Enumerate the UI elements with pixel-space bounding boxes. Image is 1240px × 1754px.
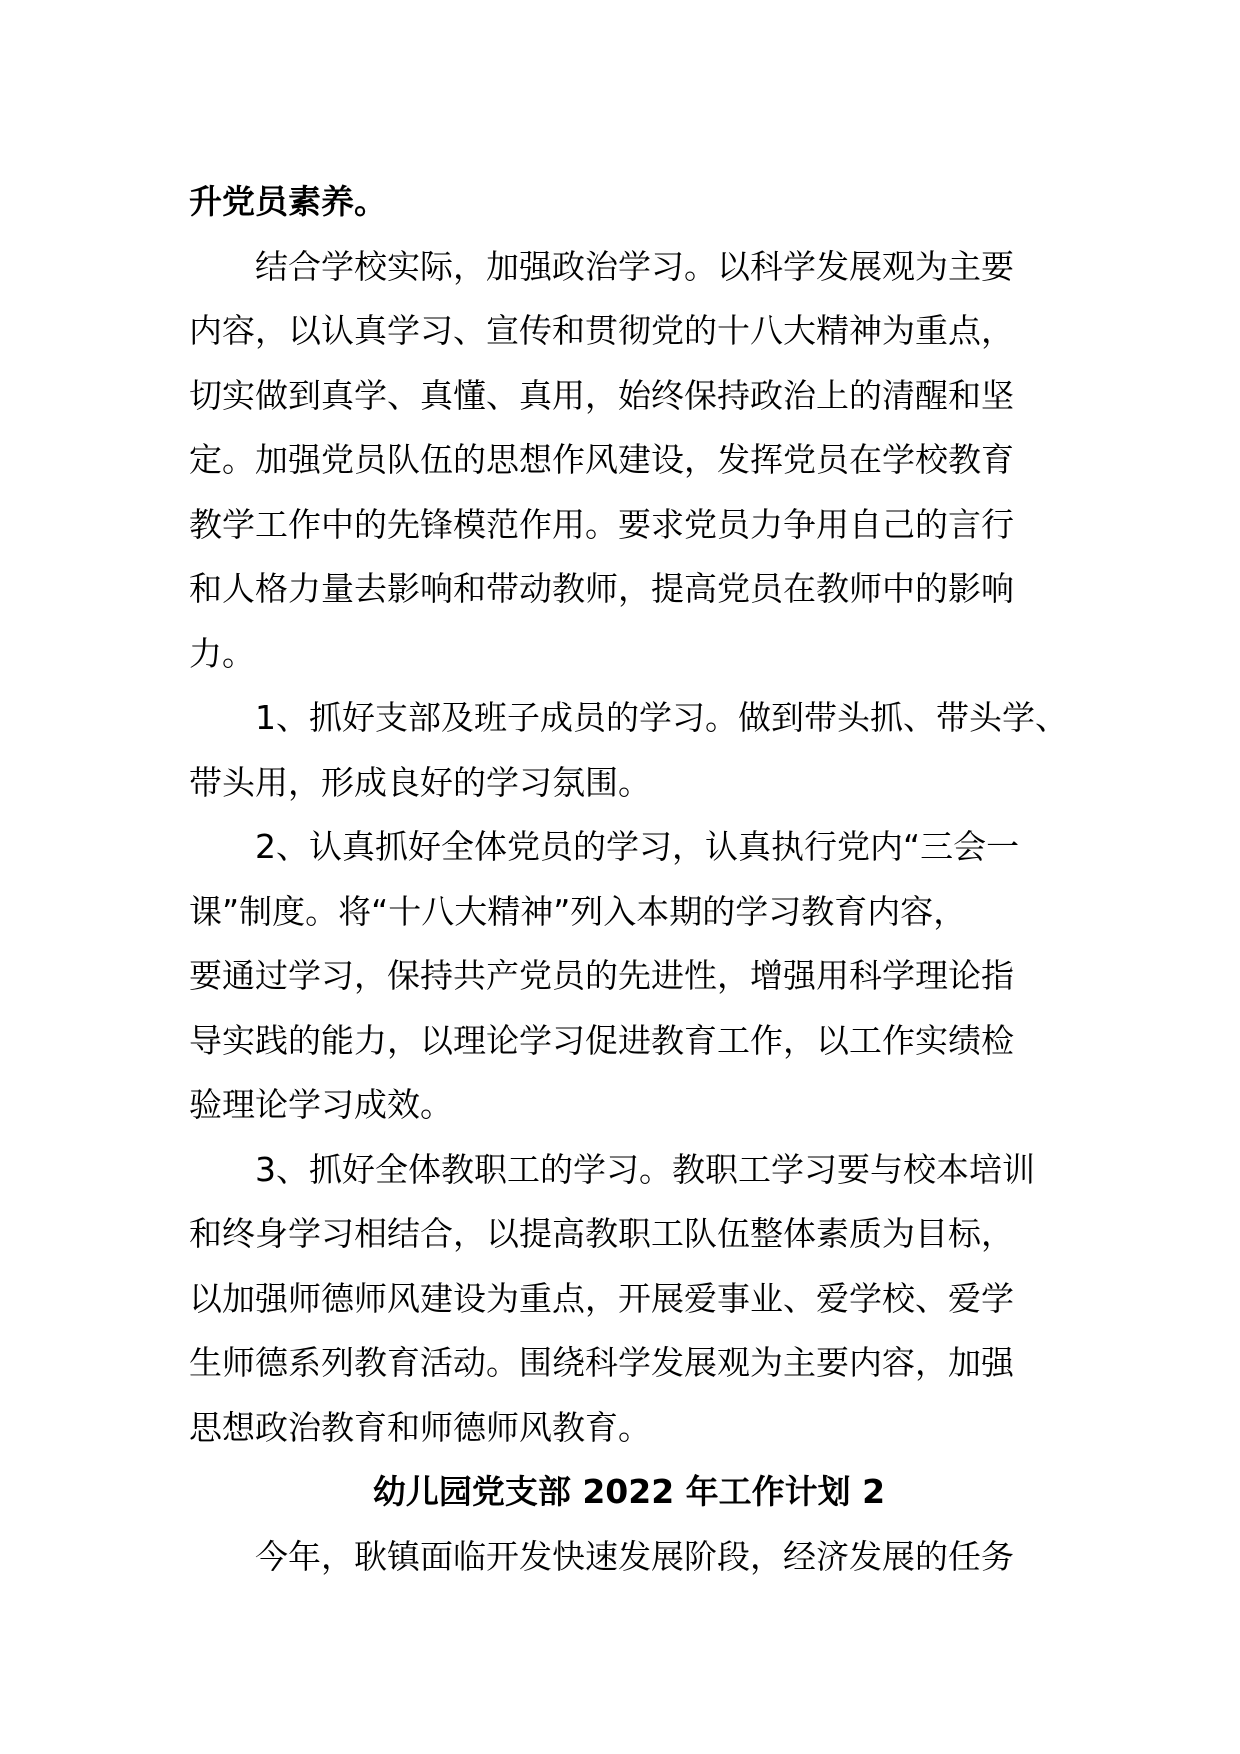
paragraph-line: 升党员素养。 xyxy=(189,182,387,221)
paragraph-line: 定。加强党员队伍的思想作风建设，发挥党员在学校教育 xyxy=(189,440,1014,479)
list-item-2-line: 导实践的能力，以理论学习促进教育工作，以工作实绩检 xyxy=(189,1020,1014,1060)
paragraph-line: 今年，耿镇面临开发快速发展阶段，经济发展的任务 xyxy=(255,1536,1014,1576)
list-item-3-line: 和终身学习相结合，以提高教职工队伍整体素质为目标， xyxy=(189,1214,1014,1253)
document-body xyxy=(189,170,1069,1589)
list-item-2-line: 2、认真抓好全体党员的学习，认真执行党内“三会一 xyxy=(255,827,1020,866)
paragraph-line: 结合学校实际，加强政治学习。以科学发展观为主要 xyxy=(255,246,1014,286)
list-item-3-line: 3、抓好全体教职工的学习。教职工学习要与校本培训 xyxy=(255,1149,1035,1189)
list-item-3-line: 以加强师德师风建设为重点，开展爱事业、爱学校、爱学 xyxy=(189,1278,1014,1318)
list-item-1-line: 带头用，形成良好的学习氛围。 xyxy=(189,762,651,802)
list-item-1-line: 1、抓好支部及班子成员的学习。做到带头抓、带头学、 xyxy=(255,698,1068,737)
list-item-3-line: 生师德系列教育活动。围绕科学发展观为主要内容，加强 xyxy=(189,1343,1014,1382)
list-item-3-line: 思想政治教育和师德师风教育。 xyxy=(189,1407,651,1447)
section-heading: 幼儿园党支部 2022 年工作计划 2 xyxy=(372,1472,886,1511)
list-item-2-line: 要通过学习，保持共产党员的先进性，增强用科学理论指 xyxy=(189,956,1014,995)
paragraph-line: 教学工作中的先锋模范作用。要求党员力争用自己的言行 xyxy=(189,504,1014,544)
paragraph-line: 力。 xyxy=(189,633,255,673)
list-item-2-line: 课”制度。将“十八大精神”列入本期的学习教育内容， xyxy=(189,891,967,931)
paragraph-line: 和人格力量去影响和带动教师，提高党员在教师中的影响 xyxy=(189,569,1014,608)
paragraph-line: 切实做到真学、真懂、真用，始终保持政治上的清醒和坚 xyxy=(189,375,1014,415)
paragraph-line: 内容，以认真学习、宣传和贯彻党的十八大精神为重点， xyxy=(189,311,1014,350)
list-item-2-line: 验理论学习成效。 xyxy=(189,1085,453,1124)
